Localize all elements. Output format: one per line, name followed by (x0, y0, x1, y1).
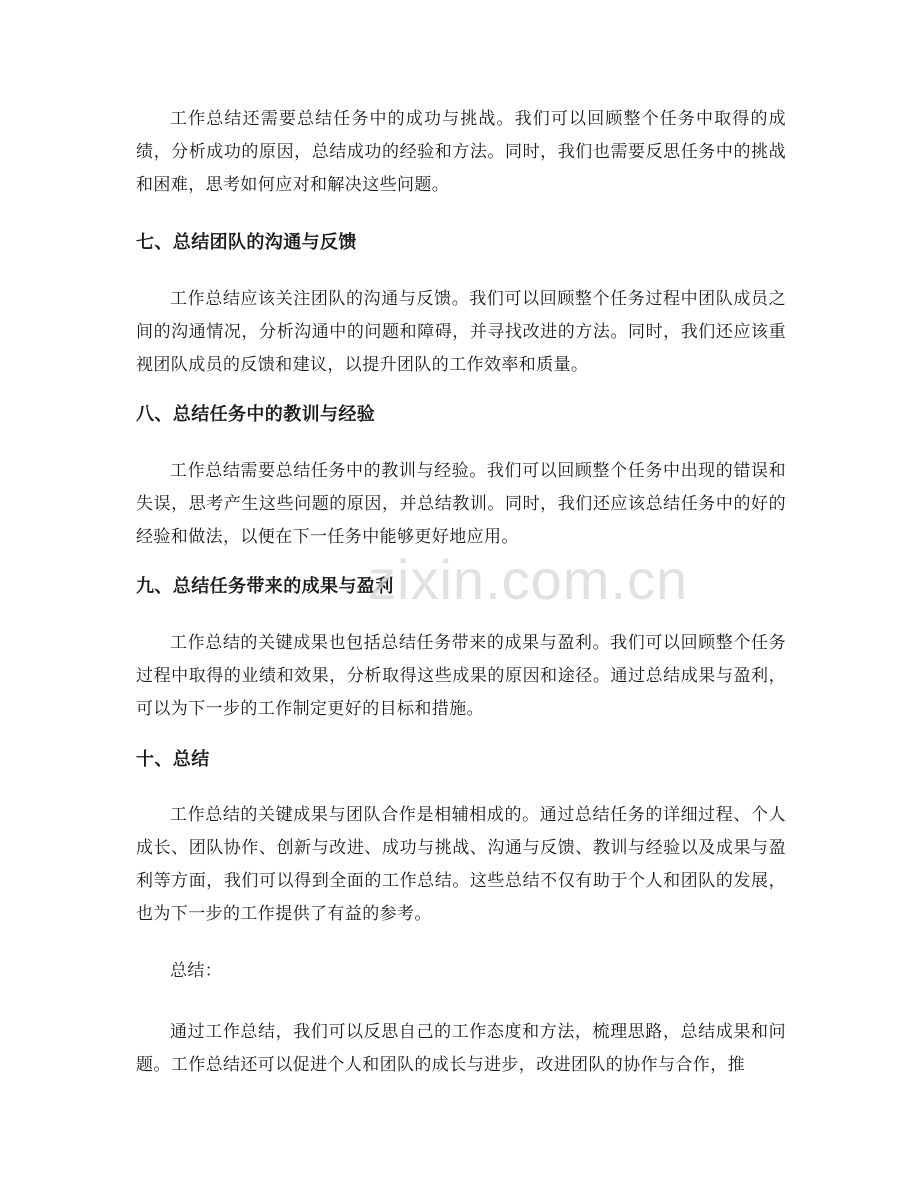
heading-section-10: 十、总结 (136, 749, 210, 770)
heading-section-7: 七、总结团队的沟通与反馈 (136, 232, 357, 253)
paragraph-summary-body: 通过工作总结，我们可以反思自己的工作态度和方法，梳理思路，总结成果和问题。工作总结还可以促进个人和团队的成长与进步，改进团队的协作与合作，推 (136, 1022, 786, 1075)
heading-section-9: 九、总结任务带来的成果与盈利 (136, 576, 394, 597)
watermark-logo: zixin.com.cn (368, 548, 689, 611)
heading-section-8: 八、总结任务中的教训与经验 (136, 404, 376, 425)
paragraph-results-profit: 工作总结的关键成果也包括总结任务带来的成果与盈利。我们可以回顾整个任务过程中取得的业绩和效果，分析取得这些成果的原因和途径。通过总结成果与盈利，可以为下一步的工作制定更好的目标和措施。 (136, 633, 786, 719)
paragraph-success-challenge: 工作总结还需要总结任务中的成功与挑战。我们可以回顾整个任务中取得的成绩，分析成功的原因，总结成功的经验和方法。同时，我们也需要反思任务中的挑战和困难，思考如何应对和解决这些问题。 (136, 109, 786, 195)
paragraph-conclusion: 工作总结的关键成果与团队合作是相辅相成的。通过总结任务的详细过程、个人成长、团队协作、创新与改进、成功与挑战、沟通与反馈、教训与经验以及成果与盈利等方面，我们可以得到全面的工作总结。这些总结不仅有助于个人和团队的发展，也为下一步的工作提供了有益的参考。 (136, 805, 786, 924)
paragraph-summary-label: 总结： (170, 961, 223, 981)
paragraph-communication-feedback: 工作总结应该关注团队的沟通与反馈。我们可以回顾整个任务过程中团队成员之间的沟通情况，分析沟通中的问题和障碍，并寻找改进的方法。同时，我们还应该重视团队成员的反馈和建议，以提升团队的工作效率和质量。 (136, 289, 786, 375)
paragraph-lessons-experience: 工作总结需要总结任务中的教训与经验。我们可以回顾整个任务中出现的错误和失误，思考产生这些问题的原因，并总结教训。同时，我们还应该总结任务中的好的经验和做法，以便在下一任务中能够更好地应用。 (136, 461, 786, 547)
